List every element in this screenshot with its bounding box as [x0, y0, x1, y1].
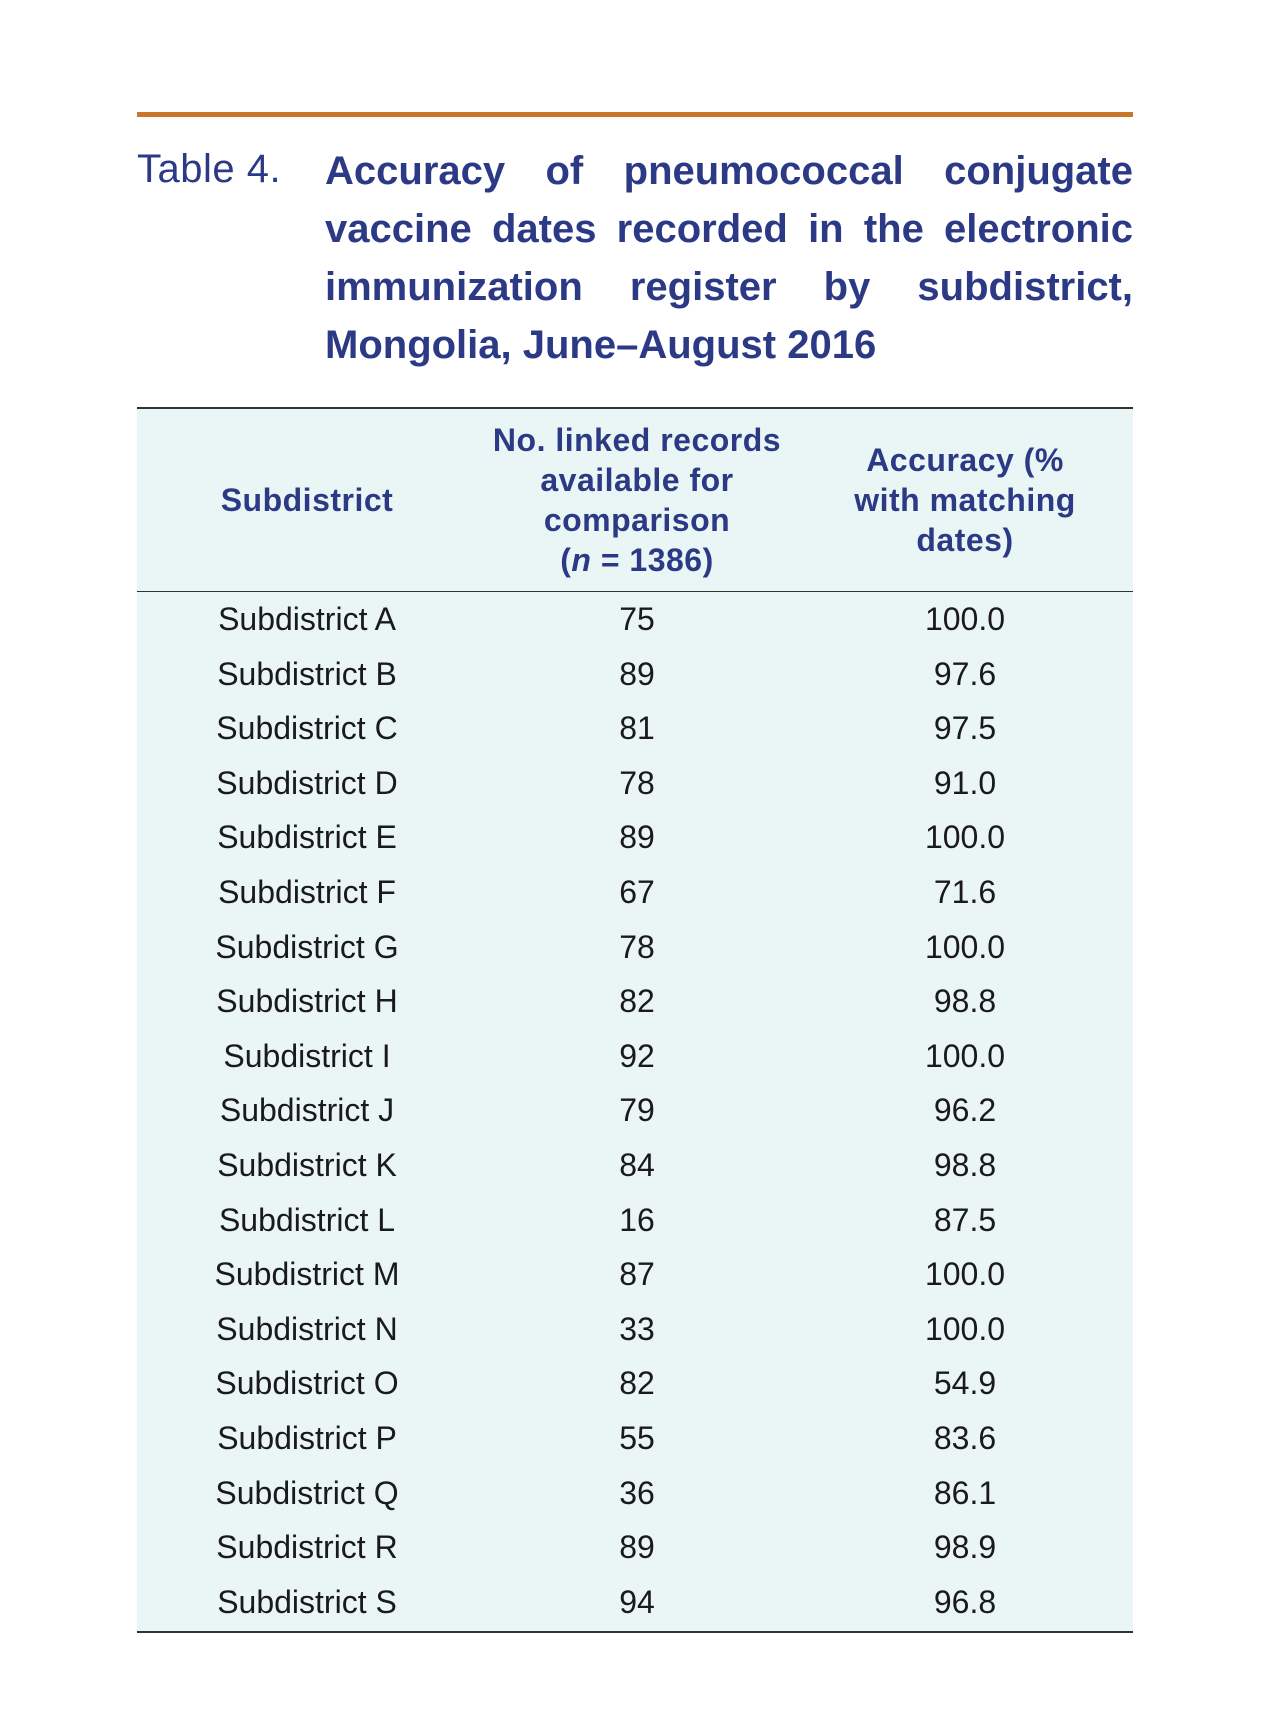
header-subdistrict — [137, 409, 477, 591]
cell-records: 84 — [619, 1146, 655, 1183]
header-accuracy-line2: with matching — [854, 482, 1076, 518]
cell-accuracy: 100.0 — [924, 1256, 1006, 1293]
cell-accuracy: 100.0 — [924, 601, 1006, 637]
table-row — [137, 1029, 1133, 1084]
header-records-n-var: n — [571, 542, 592, 578]
cell-accuracy: 96.2 — [933, 1092, 997, 1129]
table-row — [137, 1411, 1133, 1466]
header-records-n — [493, 540, 781, 580]
cell-records: 36 — [619, 1474, 655, 1511]
header-records-line3: comparison — [543, 502, 731, 538]
cell-records: 89 — [619, 655, 655, 692]
cell-accuracy: 98.8 — [933, 1146, 997, 1183]
cell-subdistrict: Subdistrict P — [217, 1419, 397, 1456]
cell-subdistrict: Subdistrict I — [223, 1037, 391, 1074]
table-row — [137, 920, 1133, 975]
table-row — [137, 701, 1133, 756]
table-header — [137, 409, 1133, 592]
header-records-line1: No. linked records — [492, 422, 782, 458]
cell-accuracy: 98.9 — [933, 1529, 997, 1566]
cell-subdistrict: Subdistrict M — [214, 1256, 400, 1293]
cell-subdistrict: Subdistrict L — [218, 1201, 396, 1238]
header-accuracy — [797, 409, 1133, 591]
header-records-line2: available for — [540, 462, 734, 498]
cell-records: 79 — [619, 1092, 655, 1129]
cell-accuracy: 71.6 — [933, 873, 997, 910]
table-row — [137, 756, 1133, 811]
cell-accuracy: 91.0 — [933, 764, 997, 801]
cell-accuracy: 96.8 — [933, 1583, 997, 1620]
header-accuracy-line3: dates) — [916, 522, 1014, 558]
cell-records: 87 — [619, 1256, 655, 1293]
cell-records: 89 — [619, 1529, 655, 1566]
cell-accuracy: 83.6 — [933, 1419, 997, 1456]
cell-accuracy: 87.5 — [933, 1201, 997, 1238]
cell-records: 82 — [619, 1365, 655, 1402]
cell-accuracy: 97.6 — [933, 655, 997, 692]
cell-subdistrict: Subdistrict D — [216, 764, 398, 801]
cell-subdistrict: Subdistrict F — [218, 873, 396, 910]
cell-accuracy: 97.5 — [933, 710, 997, 747]
table-row — [137, 865, 1133, 920]
header-linked-records — [477, 409, 797, 591]
table-row — [137, 1083, 1133, 1138]
cell-accuracy: 100.0 — [924, 1310, 1006, 1347]
cell-accuracy: 100.0 — [924, 819, 1006, 856]
table-row — [137, 1575, 1133, 1630]
cell-records: 89 — [619, 819, 655, 856]
cell-records: 75 — [619, 601, 655, 637]
table-row — [137, 1356, 1133, 1411]
table-row — [137, 1466, 1133, 1521]
table-row — [137, 1193, 1133, 1248]
cell-accuracy: 100.0 — [924, 928, 1006, 965]
cell-subdistrict: Subdistrict O — [215, 1365, 399, 1402]
table-number-label: Table 4. — [137, 147, 282, 191]
cell-subdistrict: Subdistrict C — [216, 710, 398, 747]
table-body — [137, 592, 1133, 1629]
cell-records: 67 — [619, 873, 655, 910]
cell-records: 81 — [619, 710, 655, 747]
table-row — [137, 810, 1133, 865]
header-records-n-rest: = 1386) — [591, 542, 714, 578]
cell-subdistrict: Subdistrict H — [216, 983, 398, 1020]
cell-records: 92 — [619, 1037, 655, 1074]
header-records-n-open: ( — [560, 542, 572, 578]
table-row — [137, 1138, 1133, 1193]
cell-subdistrict: Subdistrict K — [217, 1146, 397, 1183]
cell-accuracy: 98.8 — [933, 983, 997, 1020]
cell-records: 78 — [619, 928, 655, 965]
cell-accuracy: 54.9 — [933, 1365, 997, 1402]
table-title: Accuracy of pneumococcal conjugate vaccine dates recorded in the electronic immunization register by subdistrict, Mongolia, June–August 2016 — [325, 149, 1133, 367]
header-accuracy-line1: Accuracy (% — [866, 442, 1064, 478]
table-row — [137, 974, 1133, 1029]
cell-records: 78 — [619, 764, 655, 801]
cell-subdistrict: Subdistrict Q — [215, 1474, 399, 1511]
cell-records: 82 — [619, 983, 655, 1020]
table-row — [137, 647, 1133, 702]
cell-subdistrict: Subdistrict A — [218, 601, 396, 637]
cell-subdistrict: Subdistrict B — [217, 655, 397, 692]
cell-subdistrict: Subdistrict J — [219, 1092, 395, 1129]
cell-subdistrict: Subdistrict G — [215, 928, 399, 965]
table-row — [137, 1520, 1133, 1575]
data-table — [137, 407, 1133, 1633]
cell-records: 94 — [619, 1583, 655, 1620]
cell-subdistrict: Subdistrict R — [216, 1529, 398, 1566]
table-row — [137, 1247, 1133, 1302]
table-row — [137, 1302, 1133, 1357]
cell-records: 33 — [619, 1310, 655, 1347]
cell-subdistrict: Subdistrict S — [217, 1583, 397, 1620]
cell-records: 55 — [619, 1419, 655, 1456]
header-subdistrict-label: Subdistrict — [220, 482, 394, 518]
cell-subdistrict: Subdistrict E — [217, 819, 397, 856]
cell-records: 16 — [619, 1201, 655, 1238]
cell-accuracy: 100.0 — [924, 1037, 1006, 1074]
table-row — [137, 592, 1133, 647]
cell-subdistrict: Subdistrict N — [216, 1310, 398, 1347]
top-accent-rule — [137, 112, 1133, 117]
cell-accuracy: 86.1 — [933, 1474, 997, 1511]
